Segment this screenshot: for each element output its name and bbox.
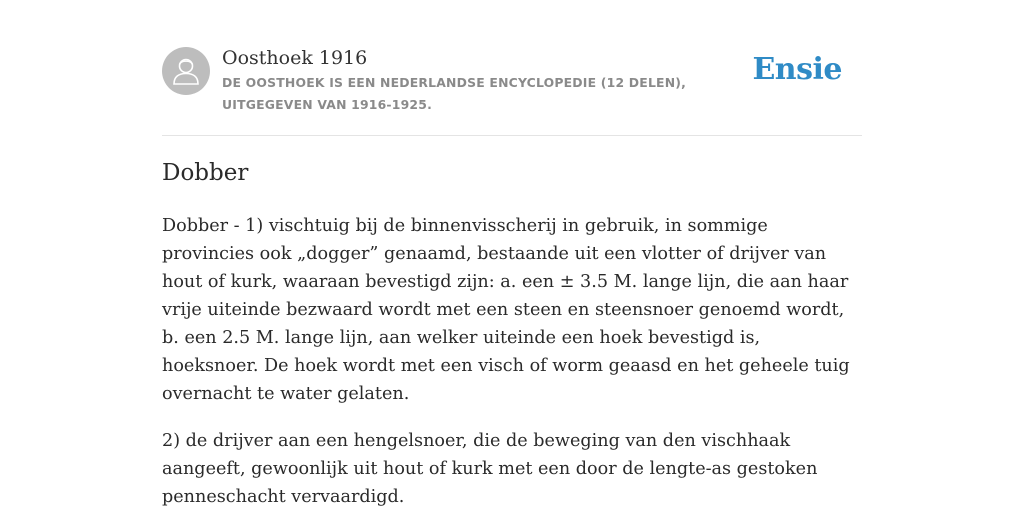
brand-logo[interactable]: Ensie xyxy=(752,52,842,87)
source-title[interactable]: Oosthoek 1916 xyxy=(222,47,368,69)
source-description: DE OOSTHOEK IS EEN NEDERLANDSE ENCYCLOPEDIE (12 DELEN), UITGEGEVEN VAN 1916-1925. xyxy=(222,75,687,112)
article-body xyxy=(162,212,862,530)
article-paragraph: 2) de drijver aan een hengelsnoer, die de beweging van den vischhaak aangeeft, gewoonlijk uit hout of kurk met een door de lengte-as gestoken penneschacht vervaardigd. xyxy=(162,431,818,507)
article-title: Dobber xyxy=(162,160,249,186)
source-header xyxy=(162,46,862,136)
user-avatar-icon[interactable] xyxy=(162,47,210,95)
user-silhouette-icon xyxy=(162,47,210,95)
header-divider xyxy=(162,135,862,136)
article-paragraph: Dobber - 1) vischtuig bij de binnenvisscherij in gebruik, in sommige provincies ook „dogger” genaamd, bestaande uit een vlotter of drijver van hout of kurk, waaraan bevestigd zijn: a. een ± 3.5 M. lange lijn, die aan haar vrije uiteinde bezwaard wordt met een steen en steensnoer genoemd wordt, b. een 2.5 M. lange lijn, aan welker uiteinde een hoek bevestigd is, hoeksnoer. De hoek wordt met een visch of worm geaasd en het geheele tuig overnacht te water gelaten. xyxy=(162,216,850,404)
